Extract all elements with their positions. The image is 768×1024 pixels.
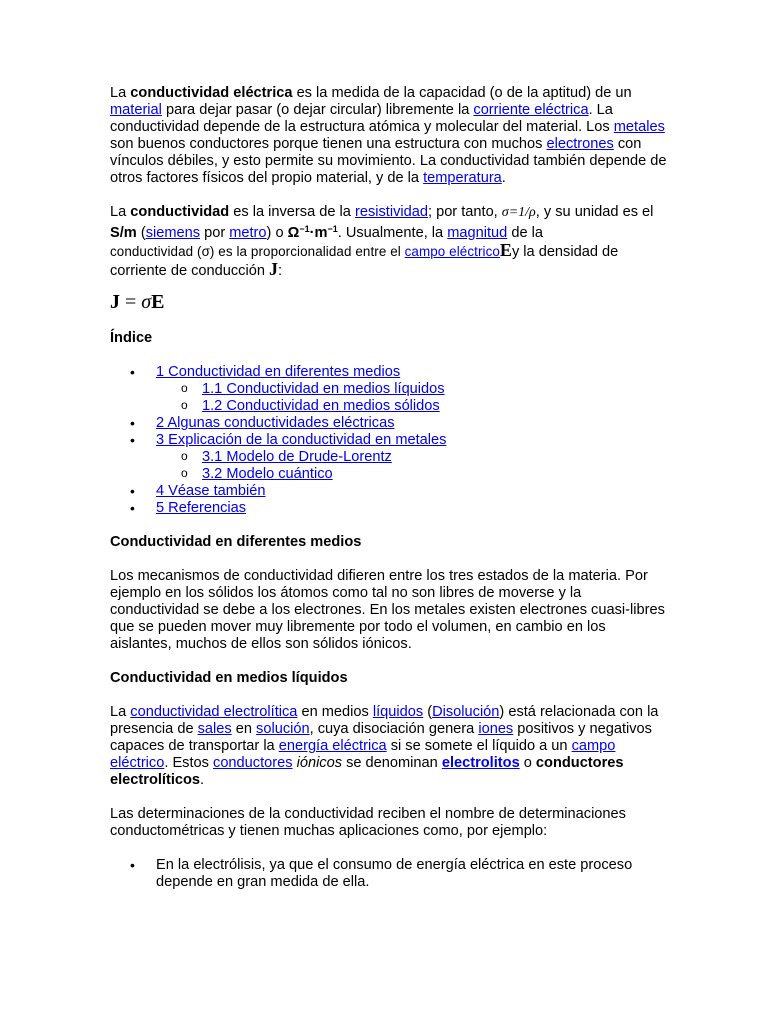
text: . Usualmente, la bbox=[337, 225, 448, 241]
intro-paragraph bbox=[110, 85, 670, 187]
toc-item bbox=[110, 466, 670, 483]
toc-item bbox=[110, 483, 670, 500]
text: conductividad (σ) es la proporcionalidad entre el bbox=[110, 244, 405, 259]
link-liquidos[interactable]: líquidos bbox=[372, 704, 424, 720]
toc-item bbox=[110, 364, 670, 381]
link-resistividad[interactable]: resistividad bbox=[354, 204, 428, 220]
text: por bbox=[200, 225, 230, 241]
exponent: −1 bbox=[327, 224, 338, 234]
text: es la medida de la capacidad (o de la aptitud) de un bbox=[292, 85, 632, 101]
text: de la bbox=[507, 225, 543, 241]
text: con vínculos débiles, y esto permite su movimiento. La conductividad también depende de otros factores físicos del propio material, y de la bbox=[110, 136, 667, 186]
text: y la densidad de corriente de conducción bbox=[110, 244, 619, 279]
toc-link-3-2[interactable]: 3.2 Modelo cuántico bbox=[202, 466, 333, 482]
ohm-law-equation bbox=[110, 290, 670, 314]
toc-item bbox=[110, 415, 670, 432]
text: o bbox=[519, 755, 536, 771]
toc-item bbox=[110, 449, 670, 466]
link-temperatura[interactable]: temperatura bbox=[423, 170, 502, 186]
section-title-medios: Conductividad en diferentes medios bbox=[110, 534, 362, 550]
toc-link-1-1[interactable]: 1.1 Conductividad en medios líquidos bbox=[202, 381, 445, 397]
text: , y su unidad es el bbox=[535, 204, 654, 220]
section-liquidos-paragraph bbox=[110, 704, 670, 789]
toc-link-1[interactable]: 1 Conductividad en diferentes medios bbox=[156, 364, 401, 380]
toc-link-2[interactable]: 2 Algunas conductividades eléctricas bbox=[156, 415, 395, 431]
text: se denominan bbox=[342, 755, 442, 771]
link-corriente-electrica[interactable]: corriente eléctrica bbox=[473, 102, 589, 118]
link-electrolitos[interactable]: electrolitos bbox=[441, 755, 520, 771]
article-body bbox=[110, 85, 670, 891]
link-metales[interactable]: metales bbox=[613, 119, 665, 135]
link-disolucion[interactable]: Disolución bbox=[432, 704, 500, 720]
text: positivos y negativos capaces de transportar la bbox=[110, 721, 652, 754]
toc-link-5[interactable]: 5 Referencias bbox=[156, 500, 247, 516]
text: La bbox=[110, 204, 131, 220]
text: ) está relacionada con la presencia de bbox=[110, 704, 659, 737]
ohm-symbol: Ω bbox=[287, 225, 300, 241]
text: es la inversa de la bbox=[229, 204, 355, 220]
text: La bbox=[110, 704, 131, 720]
link-electrones[interactable]: electrones bbox=[546, 136, 614, 152]
term-ionicos: iónicos bbox=[296, 755, 343, 771]
equation-e: E bbox=[151, 291, 165, 313]
unit-ohm-inverse bbox=[288, 225, 338, 241]
table-of-contents bbox=[110, 364, 670, 517]
link-solucion[interactable]: solución bbox=[256, 721, 310, 737]
toc-link-1-2[interactable]: 1.2 Conductividad en medios sólidos bbox=[202, 398, 440, 414]
term-conductores-electroliticos: conductores electrolíticos bbox=[110, 755, 624, 788]
toc-item bbox=[110, 398, 670, 415]
equation-sigma: σ bbox=[141, 291, 152, 313]
text: ) o bbox=[266, 225, 288, 241]
text: si se somete el líquido a un bbox=[386, 738, 572, 754]
toc-title: Índice bbox=[110, 330, 153, 346]
text: son buenos conductores porque tienen una estructura con muchos bbox=[110, 136, 547, 152]
link-siemens[interactable]: siemens bbox=[145, 225, 201, 241]
determinaciones-paragraph: Las determinaciones de la conductividad reciben el nombre de determinaciones conductométricas y tienen muchas aplicaciones como, por ejemplo: bbox=[110, 806, 626, 839]
toc-item bbox=[110, 381, 670, 398]
unit-s-per-m: S/m bbox=[110, 225, 137, 241]
text: La bbox=[110, 85, 131, 101]
text: ; por tanto, bbox=[427, 204, 502, 220]
text: ( bbox=[136, 225, 146, 241]
link-conductividad-electrolitica[interactable]: conductividad electrolítica bbox=[130, 704, 298, 720]
text: . La conductividad depende de la estructura atómica y molecular del material. Los bbox=[110, 102, 614, 135]
toc-item bbox=[110, 432, 670, 449]
toc-item bbox=[110, 500, 670, 517]
link-campo-electrico[interactable]: campo eléctrico bbox=[404, 244, 500, 259]
link-material[interactable]: material bbox=[110, 102, 162, 118]
small-line bbox=[110, 244, 500, 259]
toc-link-4[interactable]: 4 Véase también bbox=[156, 483, 266, 499]
text: en bbox=[231, 721, 257, 737]
term-conductividad-electrica: conductividad eléctrica bbox=[130, 85, 293, 101]
link-energia-electrica[interactable]: energía eléctrica bbox=[278, 738, 387, 754]
text: , cuya disociación genera bbox=[309, 721, 479, 737]
link-metro[interactable]: metro bbox=[229, 225, 267, 241]
equation-equals: = bbox=[120, 291, 142, 313]
text: ( bbox=[423, 704, 433, 720]
link-conductores[interactable]: conductores bbox=[213, 755, 293, 771]
text: en medios bbox=[297, 704, 373, 720]
list-item: • En la electrólisis, ya que el consumo de energía eléctrica en este proceso depende en gran medida de ella. bbox=[110, 857, 670, 891]
symbol-j: J bbox=[269, 259, 279, 279]
text: . bbox=[200, 772, 205, 788]
term-conductividad: conductividad bbox=[130, 204, 230, 220]
meter-symbol: ·m bbox=[309, 225, 328, 241]
formula-sigma-inverse-rho: σ=1/ρ bbox=[501, 205, 536, 220]
equation-j: J bbox=[110, 291, 120, 313]
toc-link-3-1[interactable]: 3.1 Modelo de Drude-Lorentz bbox=[202, 449, 392, 465]
section-medios-paragraph: Los mecanismos de conductividad difieren entre los tres estados de la materia. Por ejemplo en los sólidos los átomos como tal no son libres de moverse y la conductividad se debe a los electrones. En los metales existen electrones cuasi-libres que se pueden mover muy libremente por todo el volumen, en cambio en los aislantes, muchos de ellos son sólidos iónicos. bbox=[110, 568, 665, 652]
text: . bbox=[501, 170, 506, 186]
exponent: −1 bbox=[299, 224, 310, 234]
text: : bbox=[278, 263, 283, 279]
text: . Estos bbox=[164, 755, 214, 771]
link-iones[interactable]: iones bbox=[478, 721, 514, 737]
text: para dejar pasar (o dejar circular) libremente la bbox=[161, 102, 474, 118]
toc-link-3[interactable]: 3 Explicación de la conductividad en metales bbox=[156, 432, 447, 448]
link-sales[interactable]: sales bbox=[197, 721, 232, 737]
inverse-paragraph bbox=[110, 204, 670, 280]
link-campo-electrico[interactable]: campo eléctrico bbox=[110, 738, 616, 771]
symbol-e: E bbox=[499, 240, 512, 260]
link-magnitud[interactable]: magnitud bbox=[447, 225, 508, 241]
section-title-liquidos: Conductividad en medios líquidos bbox=[110, 670, 348, 686]
applications-list bbox=[110, 857, 670, 891]
